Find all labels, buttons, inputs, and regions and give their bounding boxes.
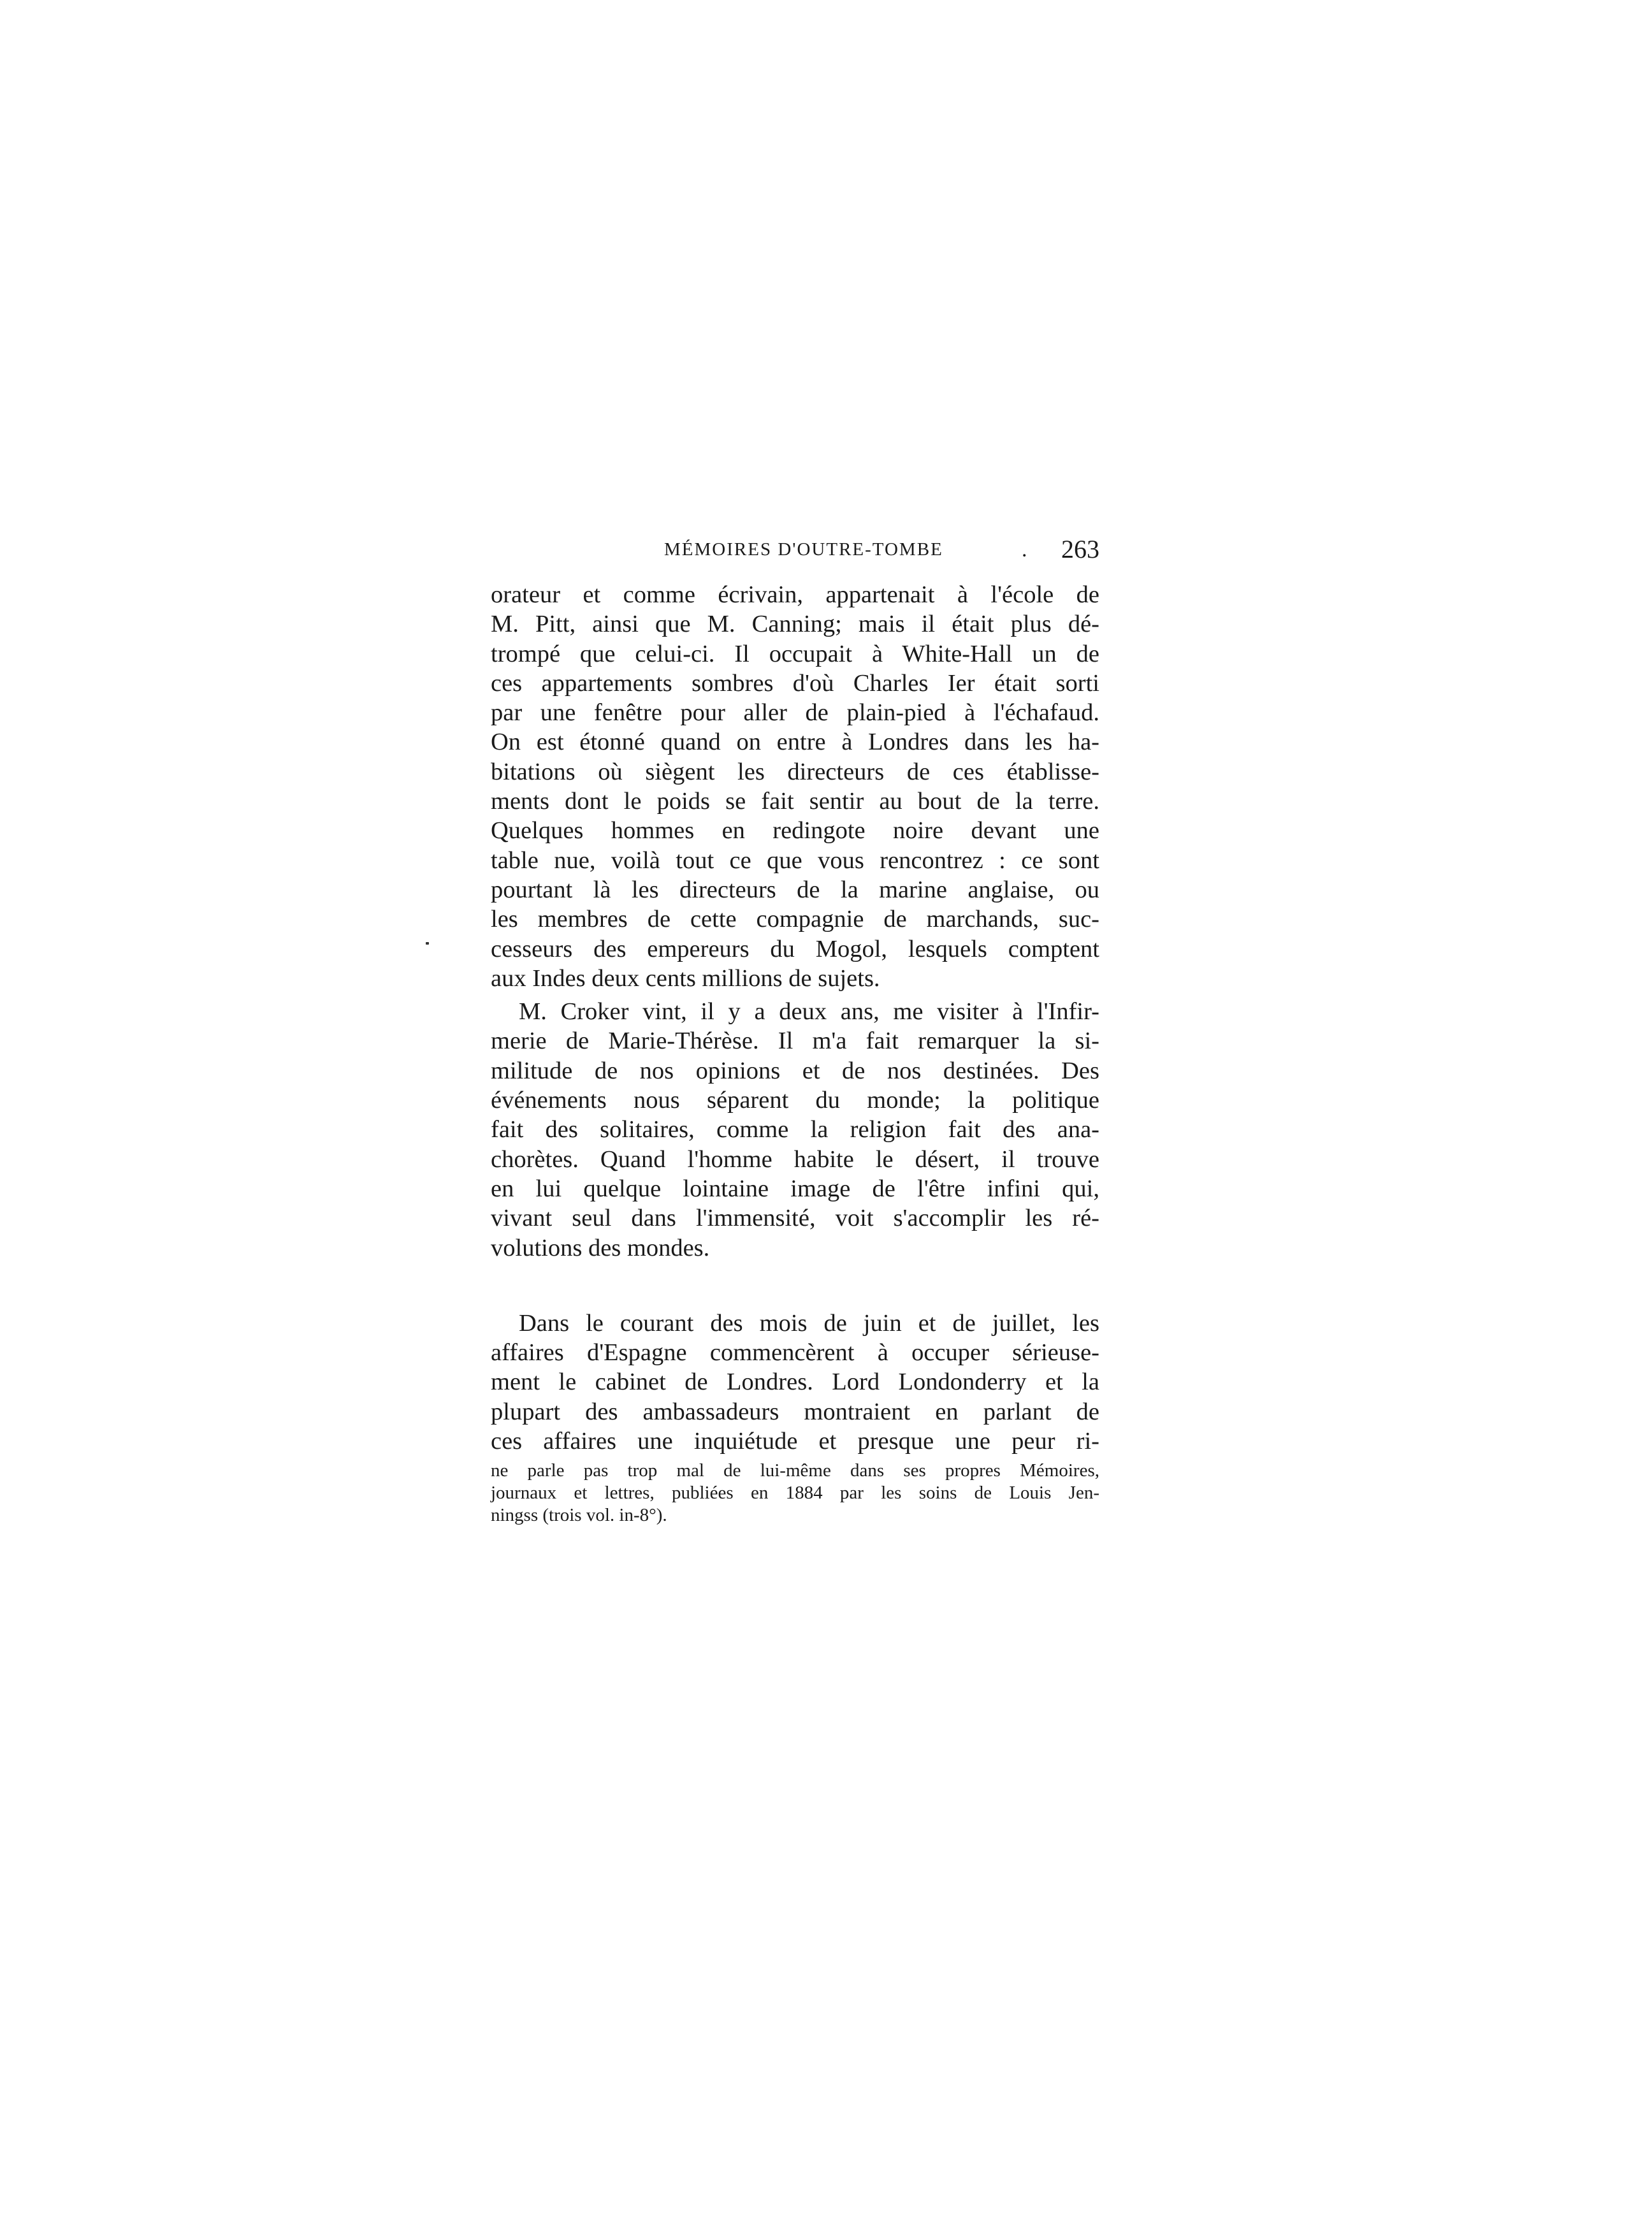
- text-line: événements nous séparent du monde; la politique: [491, 1087, 1099, 1114]
- text-line: fait des solitaires, comme la religion fait des ana-: [491, 1116, 1099, 1143]
- text-line: bitations où siègent les directeurs de ces établisse-: [491, 758, 1099, 785]
- text-line: chorètes. Quand l'homme habite le désert, il trouve: [491, 1145, 1099, 1173]
- paragraph-1: [491, 580, 1099, 993]
- text-line: On est étonné quand on entre à Londres dans les ha-: [491, 729, 1099, 756]
- text-line: ces appartements sombres d'où Charles Ier était sorti: [491, 669, 1099, 697]
- text-line: M. Croker vint, il y a deux ans, me visiter à l'Infir-: [519, 998, 1099, 1026]
- text-line: les membres de cette compagnie de marchands, suc-: [491, 906, 1099, 933]
- text-line: par une fenêtre pour aller de plain-pied à l'échafaud.: [491, 699, 1099, 727]
- text-line: table nue, voilà tout ce que vous rencontrez : ce sont: [491, 846, 1099, 874]
- text-line: en lui quelque lointaine image de l'être infini qui,: [491, 1175, 1099, 1202]
- ink-speck: [426, 942, 429, 945]
- footnote-line: ne parle pas trop mal de lui-même dans ses propres Mémoires,: [491, 1460, 1099, 1481]
- footnote-line: journaux et lettres, publiées en 1884 par les soins de Louis Jen-: [491, 1483, 1099, 1503]
- footnote: [491, 1460, 1099, 1527]
- running-title: MÉMOIRES D'OUTRE-TOMBE: [664, 539, 943, 560]
- header-separator: .: [1022, 538, 1027, 562]
- text-line: vivant seul dans l'immensité, voit s'accomplir les ré-: [491, 1205, 1099, 1232]
- text-line: volutions des mondes.: [491, 1234, 710, 1261]
- text-line: trompé que celui-ci. Il occupait à White-Hall un de: [491, 640, 1099, 667]
- text-line: affaires d'Espagne commencèrent à occuper sérieuse-: [491, 1339, 1099, 1367]
- paragraph-2: [491, 997, 1099, 1263]
- paragraph-3: [491, 1309, 1099, 1456]
- running-head: [491, 534, 1099, 566]
- text-line: militude de nos opinions et de nos destinées. Des: [491, 1057, 1099, 1084]
- page-number: 263: [1061, 535, 1099, 563]
- text-line: ment le cabinet de Londres. Lord Londonderry et la: [491, 1368, 1099, 1396]
- text-line: orateur et comme écrivain, appartenait à l'école de: [491, 581, 1099, 608]
- text-line: ments dont le poids se fait sentir au bout de la terre.: [491, 788, 1099, 815]
- text-line: M. Pitt, ainsi que M. Canning; mais il était plus dé-: [491, 611, 1099, 638]
- body-text: [491, 580, 1099, 1456]
- text-line: merie de Marie-Thérèse. Il m'a fait remarquer la si-: [491, 1027, 1099, 1055]
- text-line: pourtant là les directeurs de la marine anglaise, ou: [491, 876, 1099, 903]
- footnote-line: ningss (trois vol. in-8°).: [491, 1505, 667, 1525]
- text-line: Dans le courant des mois de juin et de juillet, les: [519, 1309, 1099, 1337]
- text-line: Quelques hommes en redingote noire devant une: [491, 817, 1099, 845]
- text-line: aux Indes deux cents millions de sujets.: [491, 964, 880, 992]
- text-line: ces affaires une inquiétude et presque une peur ri-: [491, 1428, 1099, 1455]
- text-line: cesseurs des empereurs du Mogol, lesquels comptent: [491, 935, 1099, 962]
- text-line: plupart des ambassadeurs montraient en parlant de: [491, 1398, 1099, 1425]
- section-break: [491, 1263, 1099, 1309]
